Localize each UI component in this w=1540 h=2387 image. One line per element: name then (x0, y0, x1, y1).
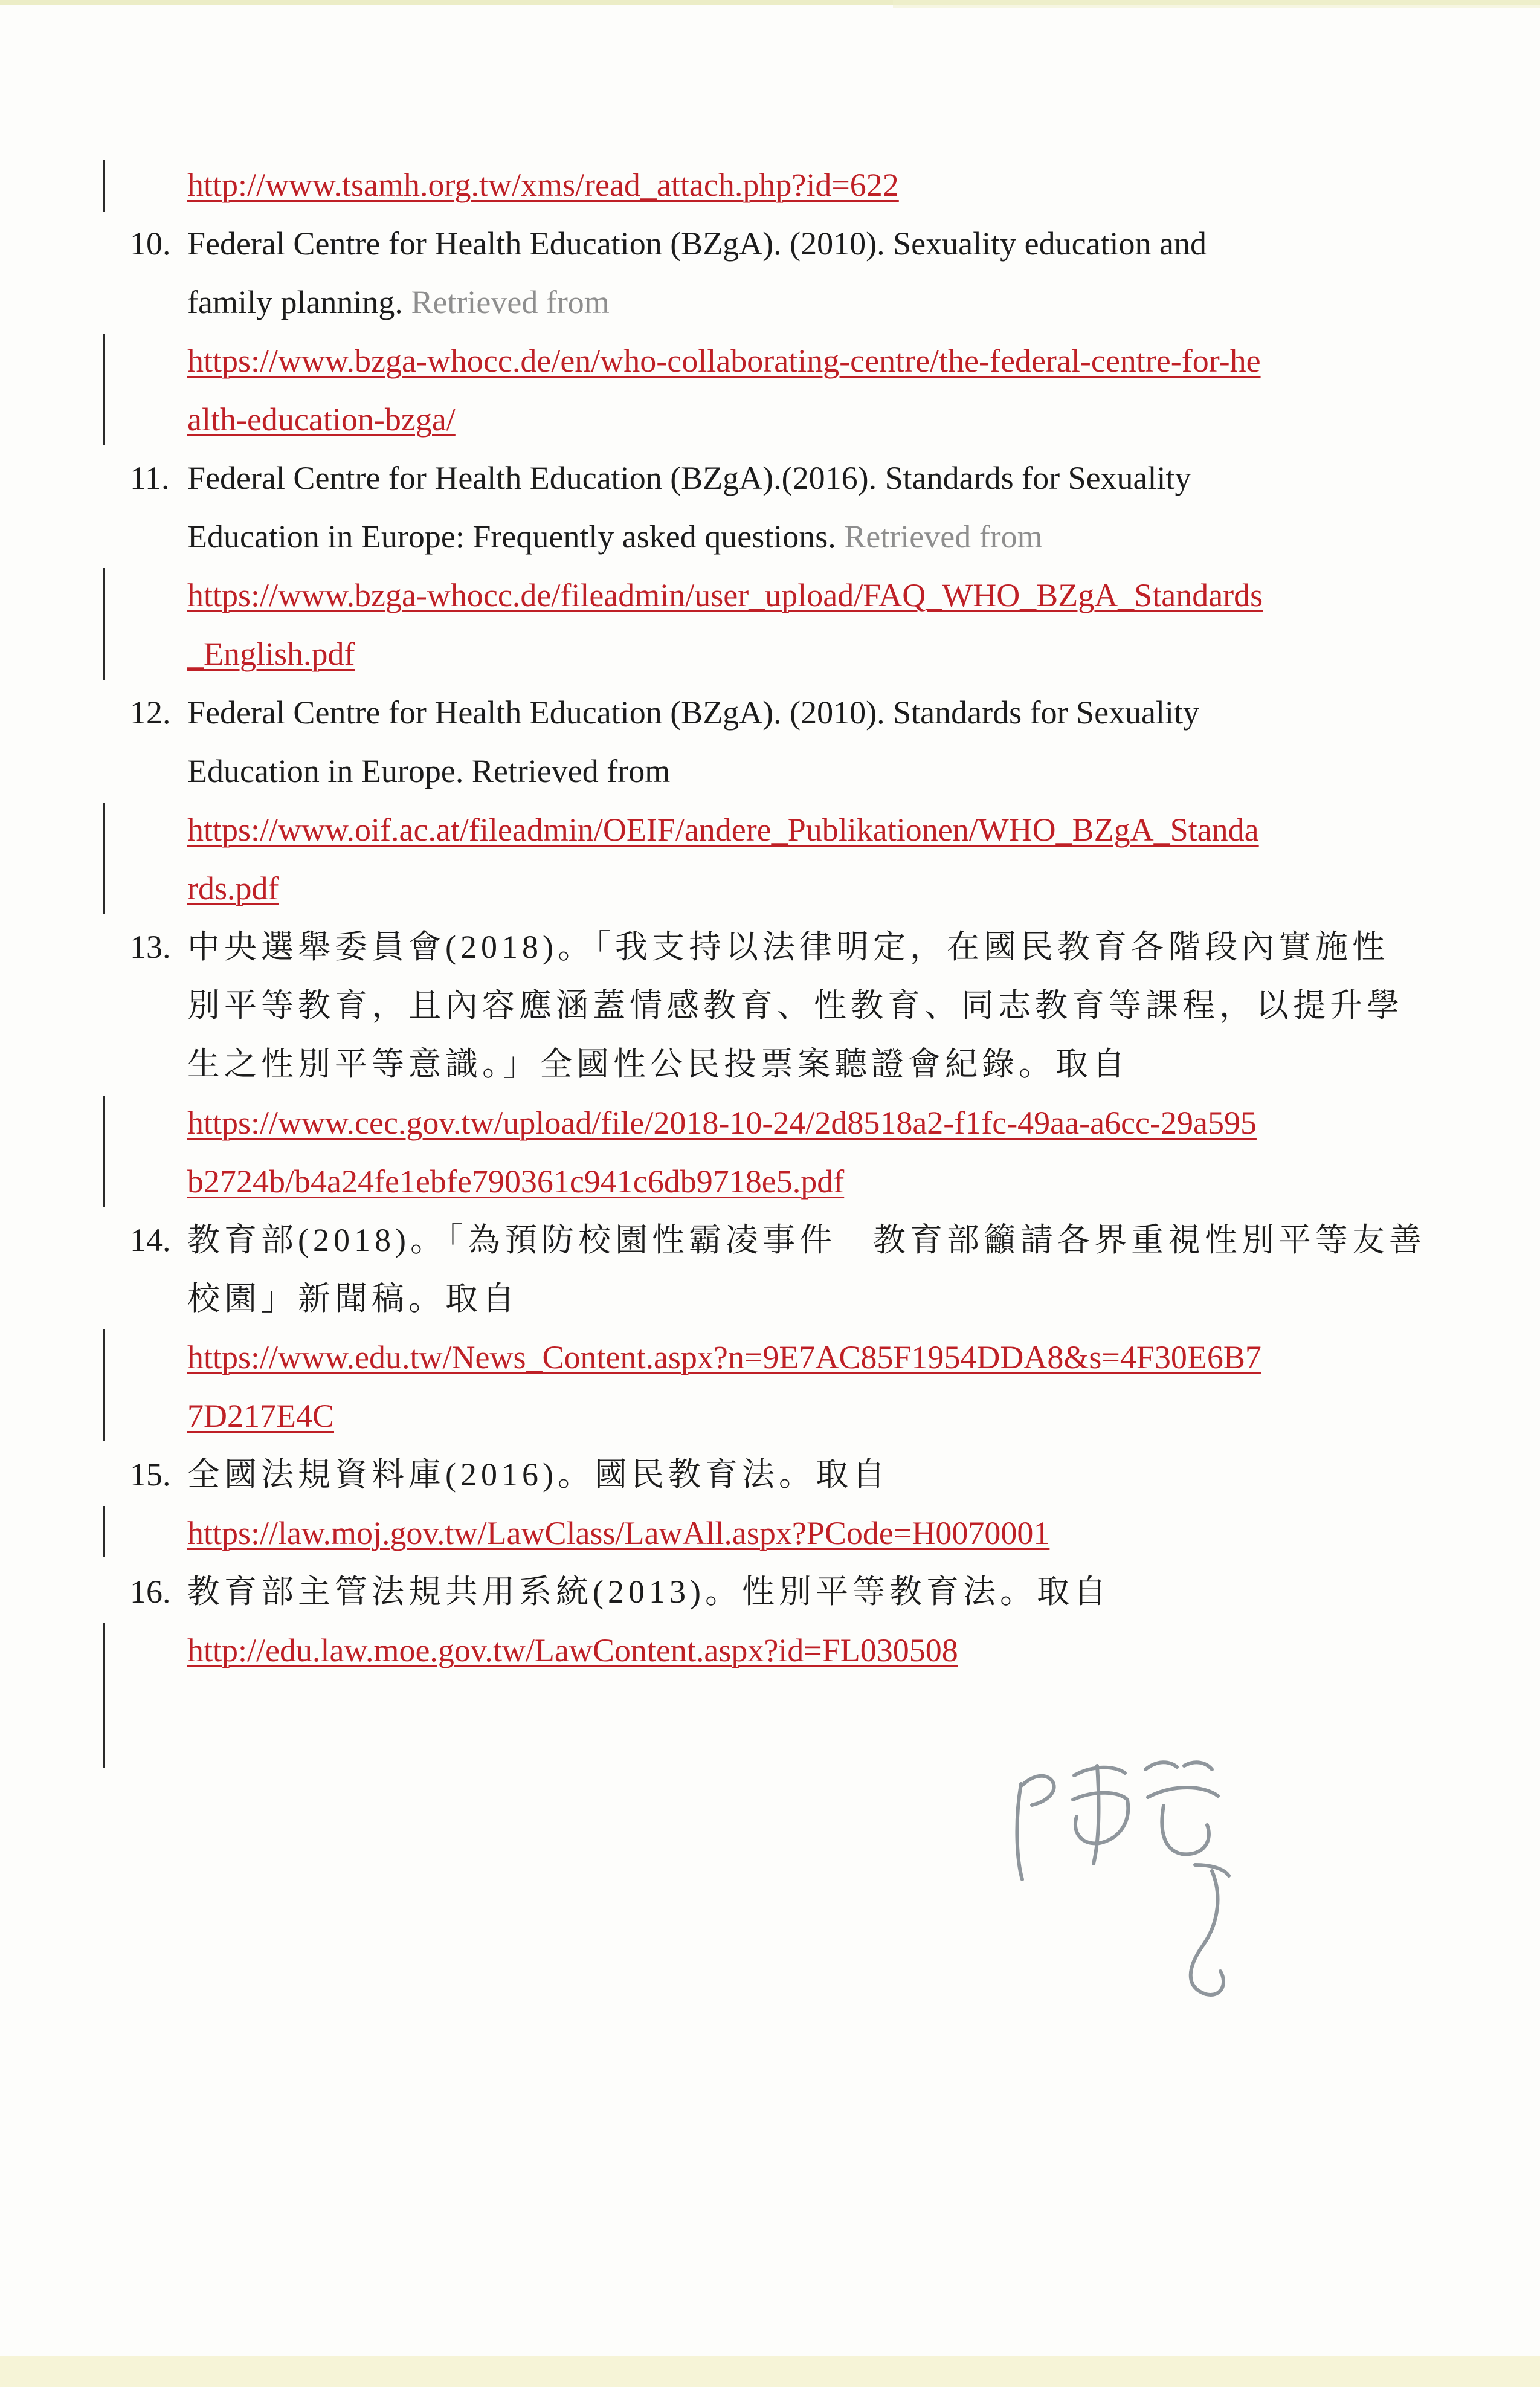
reference-number: 15. (130, 1456, 171, 1493)
reference-line (187, 859, 1501, 918)
reference-body (187, 215, 1501, 449)
reference-line (187, 1563, 1501, 1621)
scan-edge-tint-top-right (893, 0, 1540, 8)
reference-line (187, 508, 1501, 566)
reference-body (187, 918, 1501, 1211)
reference-item (130, 1445, 1501, 1563)
reference-line (187, 1094, 1501, 1152)
reference-number: 12. (130, 694, 171, 731)
reference-line (187, 742, 1501, 801)
reference-link[interactable]: https://www.edu.tw/News_Content.aspx?n=9E7AC85F1954DDA8&s=4F30E6B7 (187, 1339, 1261, 1375)
reference-line (187, 625, 1501, 683)
reference-text: 校園」新聞稿。取自 (187, 1281, 519, 1317)
margin-mark (103, 160, 105, 212)
reference-text: Federal Centre for Health Education (BZgA). (2010). Sexuality education and (187, 225, 1207, 262)
reference-line (187, 1445, 1501, 1504)
reference-link[interactable]: _English.pdf (187, 636, 355, 672)
reference-text: Federal Centre for Health Education (BZgA).(2016). Standards for Sexuality (187, 460, 1191, 496)
reference-text: 生之性別平等意識。」全國性公民投票案聽證會紀錄。取自 (187, 1046, 1129, 1082)
margin-mark (103, 1506, 105, 1557)
reference-line (187, 1035, 1501, 1094)
reference-number: 13. (130, 929, 171, 965)
reference-body (187, 683, 1501, 918)
reference-line (187, 215, 1501, 273)
reference-body (187, 1563, 1501, 1680)
margin-mark (103, 803, 105, 914)
reference-line (187, 273, 1501, 332)
reference-link[interactable]: http://www.tsamh.org.tw/xms/read_attach.php?id=622 (187, 167, 899, 203)
margin-mark (103, 334, 105, 445)
reference-line (187, 1621, 1501, 1680)
reference-line (187, 449, 1501, 508)
margin-mark (103, 568, 105, 680)
reference-item (130, 1211, 1501, 1445)
margin-mark (103, 1623, 105, 1768)
reference-link[interactable]: http://edu.law.moe.gov.tw/LawContent.aspx?id=FL030508 (187, 1632, 958, 1668)
reference-link[interactable]: https://www.bzga-whocc.de/en/who-collaborating-centre/the-federal-centre-for-he (187, 343, 1261, 379)
reference-body (187, 156, 1501, 215)
reference-link[interactable]: alth-education-bzga/ (187, 401, 456, 438)
reference-item (130, 449, 1501, 683)
signature-strokes (1003, 1746, 1245, 2006)
reference-body (187, 1211, 1501, 1445)
reference-item (130, 1563, 1501, 1680)
reference-body (187, 1445, 1501, 1563)
reference-list (130, 156, 1501, 1680)
reference-number: 14. (130, 1222, 171, 1258)
reference-number: 11. (130, 460, 170, 496)
reference-text: 全國法規資料庫(2016)。國民教育法。取自 (187, 1456, 889, 1493)
reference-item (130, 215, 1501, 449)
reference-text: 教育部主管法規共用系統(2013)。性別平等教育法。取自 (187, 1574, 1110, 1610)
reference-link[interactable]: https://www.cec.gov.tw/upload/file/2018-10-24/2d8518a2-f1fc-49aa-a6cc-29a595 (187, 1105, 1257, 1141)
reference-text: Education in Europe: Frequently asked questions. (187, 518, 845, 555)
reference-line (187, 918, 1501, 977)
reference-text: Federal Centre for Health Education (BZgA). (2010). Standards for Sexuality (187, 694, 1200, 731)
reference-number: 16. (130, 1574, 171, 1610)
reference-number (130, 156, 187, 215)
reference-link[interactable]: https://law.moj.gov.tw/LawClass/LawAll.aspx?PCode=H0070001 (187, 1515, 1050, 1551)
reference-line (187, 1328, 1501, 1387)
reference-text: Retrieved from (844, 518, 1043, 555)
reference-link[interactable]: https://www.bzga-whocc.de/fileadmin/user_upload/FAQ_WHO_BZgA_Standards (187, 577, 1263, 613)
reference-line (187, 1504, 1501, 1563)
reference-line (187, 332, 1501, 390)
reference-line (187, 977, 1501, 1035)
reference-line (187, 1270, 1501, 1328)
reference-text: Retrieved from (411, 284, 610, 320)
reference-link[interactable]: 7D217E4C (187, 1398, 334, 1434)
reference-line (187, 1211, 1501, 1270)
reference-item (130, 156, 1501, 215)
reference-text: 教育部(2018)。「為預防校園性霸凌事件 教育部籲請各界重視性別平等友善 (187, 1222, 1426, 1258)
scan-edge-tint-bottom (0, 2356, 1540, 2387)
reference-item (130, 683, 1501, 918)
reference-line (187, 156, 1501, 215)
reference-line (187, 801, 1501, 859)
reference-body (187, 449, 1501, 683)
margin-mark (103, 1329, 105, 1441)
reference-text: family planning. (187, 284, 411, 320)
reference-link[interactable]: https://www.oif.ac.at/fileadmin/OEIF/andere_Publikationen/WHO_BZgA_Standa (187, 812, 1259, 848)
reference-number: 10. (130, 225, 171, 262)
reference-text: 別平等教育，且內容應涵蓋情感教育、性教育、同志教育等課程，以提升學 (187, 987, 1403, 1024)
reference-link[interactable]: b2724b/b4a24fe1ebfe790361c941c6db9718e5.pdf (187, 1163, 845, 1200)
handwritten-signature (1003, 1746, 1245, 2006)
reference-link[interactable]: rds.pdf (187, 870, 279, 906)
reference-text: Education in Europe. Retrieved from (187, 753, 671, 789)
reference-text: 中央選舉委員會(2018)。「我支持以法律明定，在國民教育各階段內實施性 (187, 929, 1389, 965)
reference-item (130, 918, 1501, 1211)
reference-line (187, 1387, 1501, 1445)
reference-line (187, 566, 1501, 625)
reference-line (187, 1152, 1501, 1211)
reference-line (187, 683, 1501, 742)
reference-line (187, 390, 1501, 449)
margin-mark (103, 1096, 105, 1207)
